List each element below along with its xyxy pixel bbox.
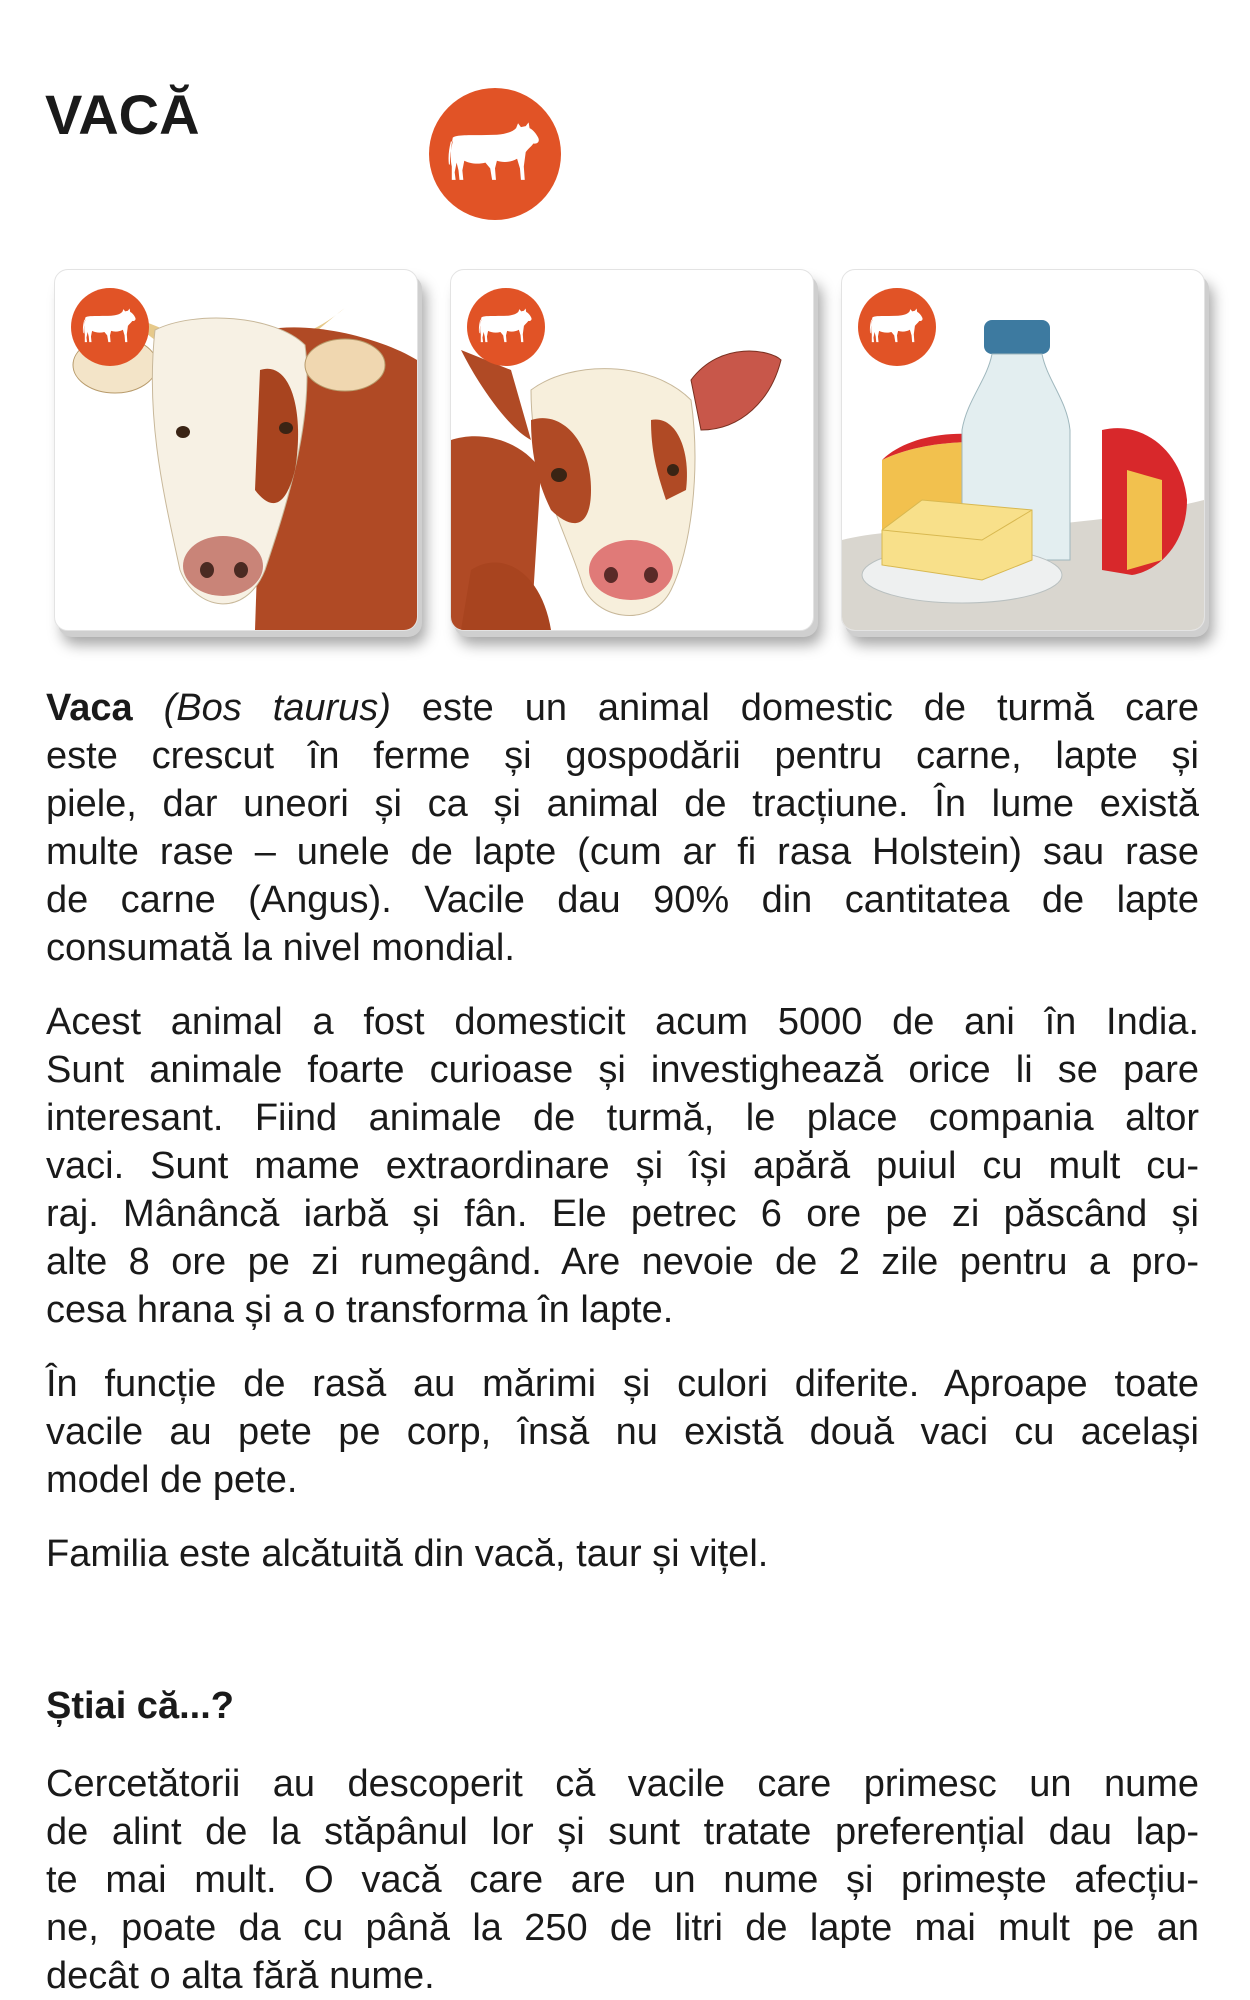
- text-line: cesa hrana și a o transforma în lapte.: [46, 1289, 674, 1331]
- paragraph-family: [46, 1530, 1199, 1578]
- text-line: decât o alta fără nume.: [46, 1955, 435, 1997]
- cow-badge: [429, 88, 561, 220]
- text-line: Sunt animale foarte curioase și investighează orice li se pare: [46, 1049, 1199, 1091]
- cow-adult-card: [54, 269, 418, 631]
- text-segment: este un animal domestic de turmă care: [421, 687, 1200, 729]
- text-line: consumată la nivel mondial.: [46, 927, 515, 969]
- cow-icon: [478, 307, 534, 347]
- cow-badge-small: [467, 288, 545, 366]
- text-line: [46, 684, 1199, 732]
- text-line: multe rase – unele de lapte (cum ar fi rasa Holstein) sau rase: [46, 831, 1199, 873]
- text-line: Familia este alcătuită din vacă, taur și vițel.: [46, 1533, 769, 1575]
- text-line: vacile au pete pe corp, însă nu există două vaci cu același: [46, 1411, 1199, 1453]
- text-line: alte 8 ore pe zi rumegând. Are nevoie de 2 zile pentru a pro-: [46, 1241, 1199, 1283]
- text-line: este crescut în ferme și gospodării pentru carne, lapte și: [46, 735, 1199, 777]
- intro-paragraph: [46, 684, 1199, 972]
- did-you-know-title: Știai că...?: [46, 1685, 234, 1727]
- text-line: Acest animal a fost domesticit acum 5000 de ani în India.: [46, 1001, 1199, 1043]
- text-line: Cercetătorii au descoperit că vacile care primesc un nume: [46, 1763, 1199, 1805]
- text-line: te mai mult. O vacă care are un nume și primește afecțiu-: [46, 1859, 1199, 1901]
- paragraph-behavior: [46, 998, 1199, 1334]
- text-line: piele, dar uneori și ca și animal de tracțiune. În lume există: [46, 783, 1199, 825]
- paragraph-appearance: [46, 1360, 1199, 1504]
- cow-badge-small: [71, 288, 149, 366]
- calf-card: [450, 269, 814, 631]
- cow-icon: [869, 307, 925, 347]
- dairy-products-card: [841, 269, 1205, 631]
- cow-badge-small: [858, 288, 936, 366]
- text-line: raj. Mânâncă iarbă și fân. Ele petrec 6 ore pe zi păscând și: [46, 1193, 1199, 1235]
- did-you-know-body: [46, 1760, 1199, 2000]
- text-line: interesant. Fiind animale de turmă, le place compania altor: [46, 1097, 1199, 1139]
- text-line: de alint de la stăpânul lor și sunt tratate preferențial dau lap-: [46, 1811, 1199, 1853]
- cow-icon: [447, 120, 543, 188]
- article-body: [46, 684, 1199, 1604]
- cow-icon: [82, 307, 138, 347]
- text-line: ne, poate da cu până la 250 de litri de lapte mai mult pe an: [46, 1907, 1199, 1949]
- scientific-name: (Bos taurus): [163, 687, 391, 729]
- page-title: VACĂ: [45, 83, 200, 146]
- species-name: Vaca: [46, 687, 133, 729]
- text-line: În funcție de rasă au mărimi și culori diferite. Aproape toate: [46, 1363, 1199, 1405]
- text-line: vaci. Sunt mame extraordinare și își apără puiul cu mult cu-: [46, 1145, 1199, 1187]
- text-line: de carne (Angus). Vacile dau 90% din cantitatea de lapte: [46, 879, 1199, 921]
- text-line: model de pete.: [46, 1459, 298, 1501]
